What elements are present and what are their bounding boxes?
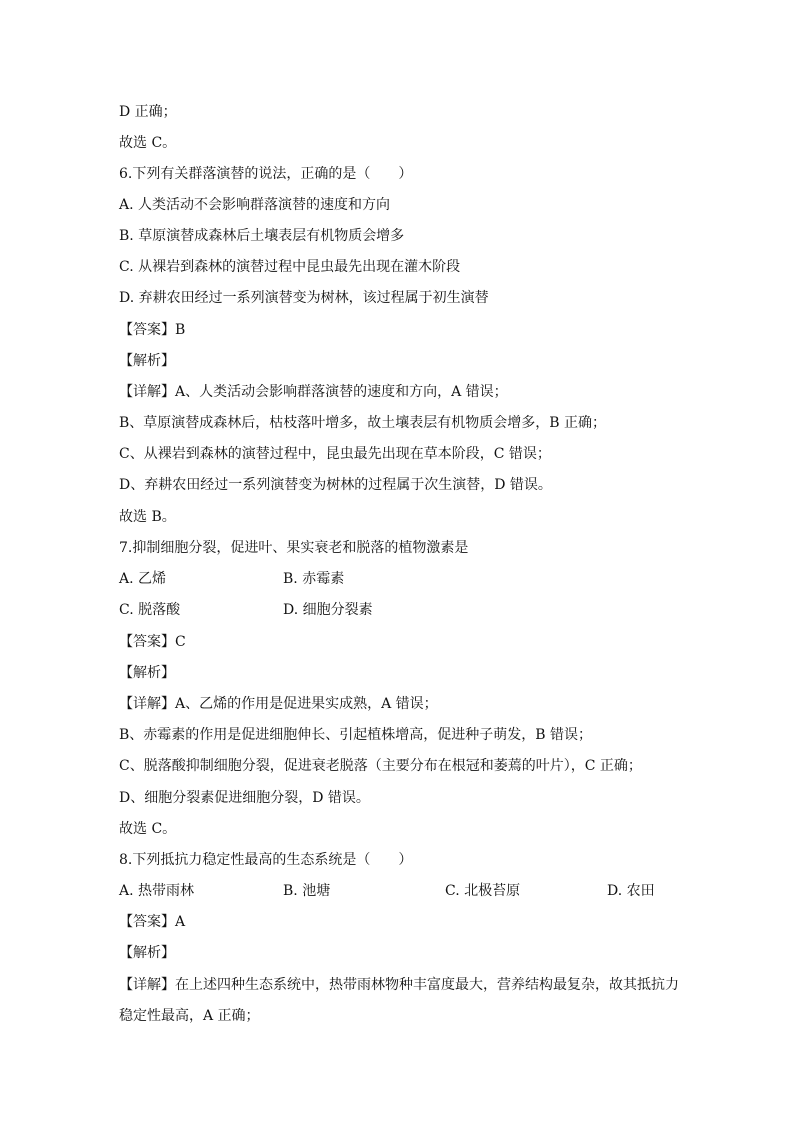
question-7-explanation: B、赤霉素的作用是促进细胞伸长、引起植株增高，促进种子萌发，B 错误； bbox=[119, 727, 593, 743]
question-6-explanation: C、从裸岩到森林的演替过程中，昆虫最先出现在草本阶段，C 错误； bbox=[119, 446, 551, 462]
question-8-analysis-heading: 【解析】 bbox=[119, 945, 175, 961]
text-line: D 正确； bbox=[119, 104, 177, 120]
question-6-answer: 【答案】B bbox=[119, 322, 186, 338]
question-8-option-b: B. 池塘 bbox=[283, 883, 331, 899]
question-7-option-b: B. 赤霉素 bbox=[283, 571, 345, 587]
question-7-option-d: D. 细胞分裂素 bbox=[283, 602, 373, 618]
question-6-explanation: D、弃耕农田经过一系列演替变为树林的过程属于次生演替，D 错误。 bbox=[119, 477, 552, 493]
question-8-stem: 8.下列抵抗力稳定性最高的生态系统是（ ） bbox=[119, 852, 413, 868]
question-8-explanation: 稳定性最高，A 正确； bbox=[119, 1008, 260, 1024]
question-6-option-a: A. 人类活动不会影响群落演替的速度和方向 bbox=[119, 197, 391, 213]
question-8-option-c: C. 北极苔原 bbox=[445, 883, 521, 899]
question-7-explanation: 【详解】A、乙烯的作用是促进果实成熟，A 错误； bbox=[119, 696, 438, 712]
question-6-selection: 故选 B。 bbox=[119, 509, 176, 525]
text-line: 故选 C。 bbox=[119, 135, 177, 151]
question-6-option-b: B. 草原演替成森林后土壤表层有机物质会增多 bbox=[119, 228, 405, 244]
question-6-explanation: B、草原演替成森林后，枯枝落叶增多，故土壤表层有机物质会增多，B 正确； bbox=[119, 415, 607, 431]
question-7-option-a: A. 乙烯 bbox=[119, 571, 167, 587]
question-7-selection: 故选 C。 bbox=[119, 821, 177, 837]
question-7-option-c: C. 脱落酸 bbox=[119, 602, 181, 618]
question-7-explanation: C、脱落酸抑制细胞分裂，促进衰老脱落（主要分布在根冠和萎蔫的叶片），C 正确； bbox=[119, 758, 642, 774]
question-6-option-d: D. 弃耕农田经过一系列演替变为树林，该过程属于初生演替 bbox=[119, 290, 489, 306]
question-6-stem: 6.下列有关群落演替的说法，正确的是（ ） bbox=[119, 166, 413, 182]
question-7-analysis-heading: 【解析】 bbox=[119, 665, 175, 681]
question-6-explanation: 【详解】A、人类活动会影响群落演替的速度和方向，A 错误； bbox=[119, 384, 508, 400]
question-8-explanation: 【详解】在上述四种生态系统中，热带雨林物种丰富度最大，营养结构最复杂，故其抵抗力 bbox=[119, 977, 679, 993]
question-6-analysis-heading: 【解析】 bbox=[119, 353, 175, 369]
question-8-option-a: A. 热带雨林 bbox=[119, 883, 195, 899]
question-7-answer: 【答案】C bbox=[119, 634, 186, 650]
question-7-explanation: D、细胞分裂素促进细胞分裂，D 错误。 bbox=[119, 790, 370, 806]
question-8-option-d: D. 农田 bbox=[607, 883, 655, 899]
question-7-stem: 7.抑制细胞分裂，促进叶、果实衰老和脱落的植物激素是 bbox=[119, 540, 469, 556]
question-6-option-c: C. 从裸岩到森林的演替过程中昆虫最先出现在灌木阶段 bbox=[119, 259, 461, 275]
question-8-answer: 【答案】A bbox=[119, 914, 186, 930]
